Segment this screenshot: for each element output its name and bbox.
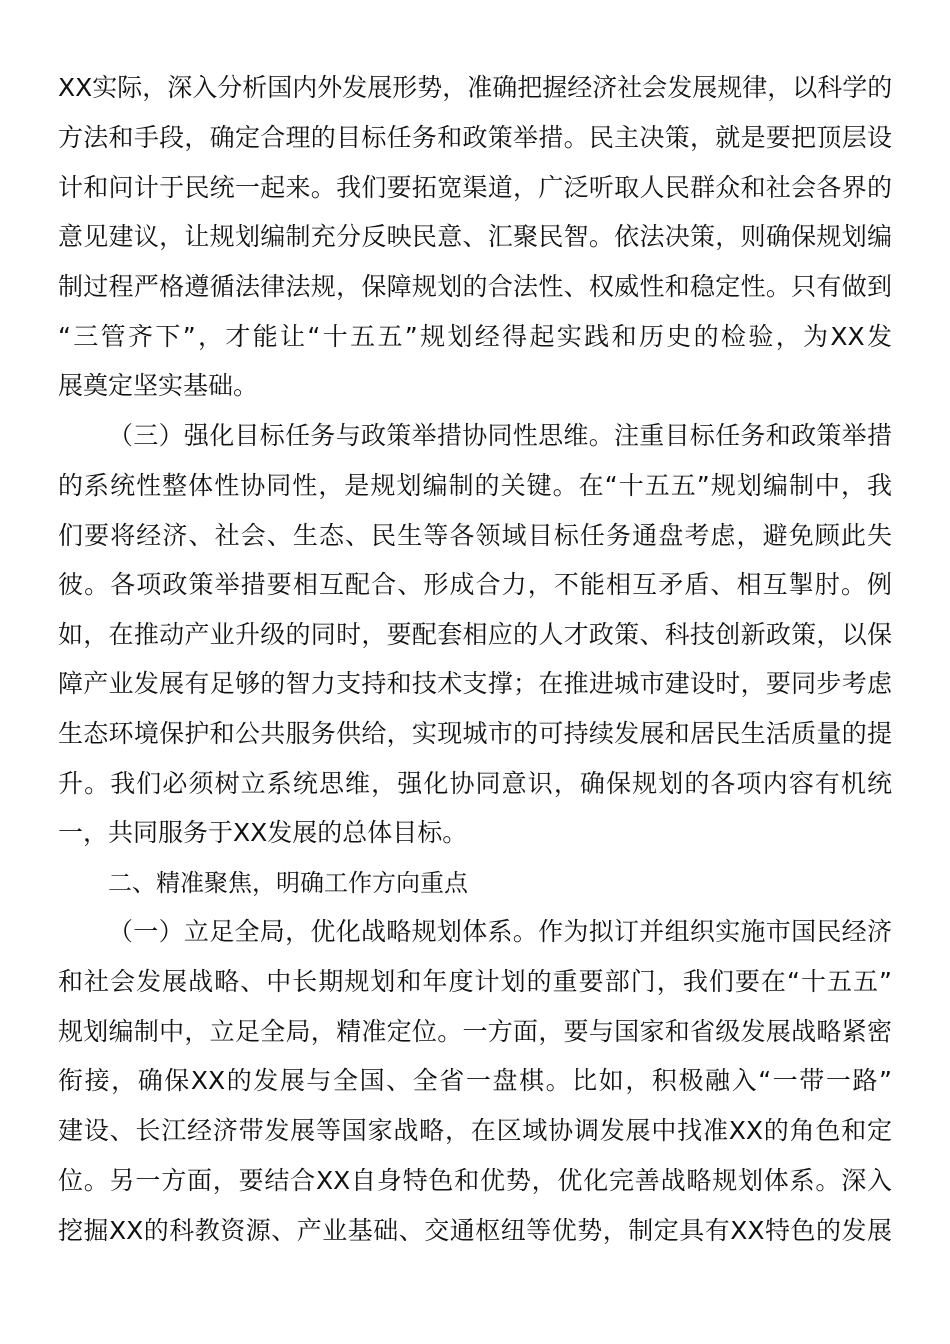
- section-heading-1: （一）立足全局，优化战略规划体系。作为拟订并组织实施市国民经济: [108, 917, 892, 946]
- text-line: 意见建议，让规划编制充分反映民意、汇聚民智。依法决策，则确保规划编: [58, 222, 892, 251]
- text-line: “三管齐下”，才能让“十五五”规划经得起实践和历史的检验，为XX发: [58, 322, 892, 351]
- text-line: 的系统性整体性协同性，是规划编制的关键。在“十五五”规划编制中，我: [58, 471, 892, 500]
- chapter-heading: 二、精准聚焦，明确工作方向重点: [108, 869, 468, 897]
- text-line: 建设、长江经济带发展等国家战略，在区域协调发展中找准XX的角色和定: [58, 1116, 892, 1145]
- text-line: 升。我们必须树立系统思维，强化协同意识，确保规划的各项内容有机统: [58, 769, 892, 798]
- text-line: 和社会发展战略、中长期规划和年度计划的重要部门，我们要在“十五五”: [58, 967, 892, 996]
- text-line: 规划编制中，立足全局，精准定位。一方面，要与国家和省级发展战略紧密: [58, 1017, 892, 1046]
- text-line: 衔接，确保XX的发展与全国、全省一盘棋。比如，积极融入“一带一路”: [58, 1066, 892, 1095]
- text-line: 障产业发展有足够的智力支持和技术支撑；在推进城市建设时，要同步考虑: [58, 669, 892, 698]
- text-line: 计和问计于民统一起来。我们要拓宽渠道，广泛听取人民群众和社会各界的: [58, 173, 892, 202]
- section-heading-3: （三）强化目标任务与政策举措协同性思维。注重目标任务和政策举措: [108, 421, 892, 450]
- text-line: 制过程严格遵循法律法规，保障规划的合法性、权威性和稳定性。只有做到: [58, 272, 892, 301]
- text-line: XX实际，深入分析国内外发展形势，准确把握经济社会发展规律，以科学的: [58, 73, 892, 102]
- text-line: 展奠定坚实基础。: [58, 371, 259, 400]
- text-line: 方法和手段，确定合理的目标任务和政策举措。民主决策，就是要把顶层设: [58, 123, 892, 152]
- text-line: 彼。各项政策举措要相互配合、形成合力，不能相互矛盾、相互掣肘。例: [58, 570, 892, 599]
- text-line: 位。另一方面，要结合XX自身特色和优势，优化完善战略规划体系。深入: [58, 1166, 892, 1195]
- text-line: 一，共同服务于XX发展的总体目标。: [58, 818, 468, 847]
- text-line: 挖掘XX的科教资源、产业基础、交通枢纽等优势，制定具有XX特色的发展: [58, 1216, 892, 1245]
- text-line: 生态环境保护和公共服务供给，实现城市的可持续发展和居民生活质量的提: [58, 719, 892, 748]
- text-line: 们要将经济、社会、生态、民生等各领域目标任务通盘考虑，避免顾此失: [58, 521, 892, 550]
- text-line: 如，在推动产业升级的同时，要配套相应的人才政策、科技创新政策，以保: [58, 620, 892, 649]
